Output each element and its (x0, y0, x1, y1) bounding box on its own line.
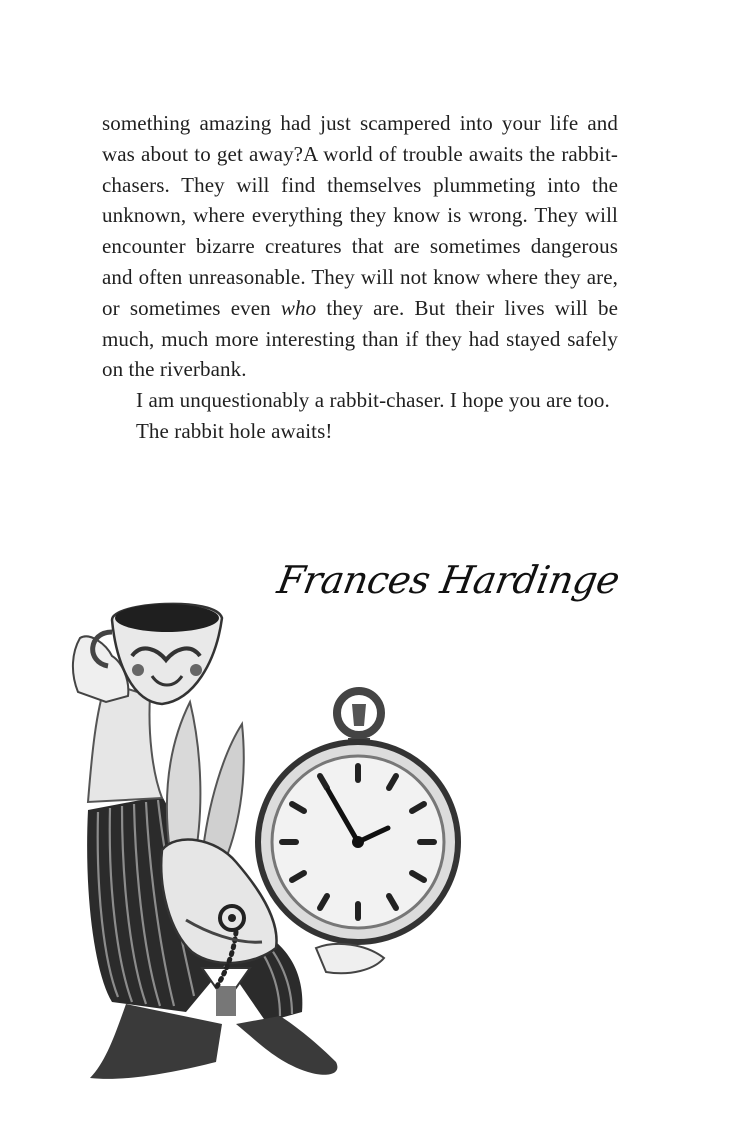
paragraph-1 (102, 108, 618, 385)
watch-hand (316, 944, 384, 973)
rabbit-illustration (66, 592, 466, 1102)
paragraph-1-start: something amazing had just scampered into your life and was about to get away?A world of trouble awaits the rabbit-chasers. They will find themselves plummeting into the unknown, where everything they know is wrong. They will encounter bizarre creatures that are sometimes dangerous and often unreasonable. They will not know where they are, or sometimes even (102, 111, 618, 320)
right-shoe (236, 1016, 337, 1075)
paragraph-2: I am unquestionably a rabbit-chaser. I hope you are too. (136, 388, 610, 413)
left-shoe (90, 1004, 222, 1079)
body-text (102, 108, 618, 447)
paragraph-3: The rabbit hole awaits! (136, 418, 333, 443)
emphasis-word: who (280, 295, 317, 320)
pocket-watch-icon (258, 691, 458, 942)
rabbit-ear-left (167, 702, 200, 862)
paragraph-1-end: they are. But their lives will be much, much more interesting than if they had stayed safely on the riverbank. (102, 295, 619, 382)
author-signature: Frances Hardinge (274, 558, 623, 602)
